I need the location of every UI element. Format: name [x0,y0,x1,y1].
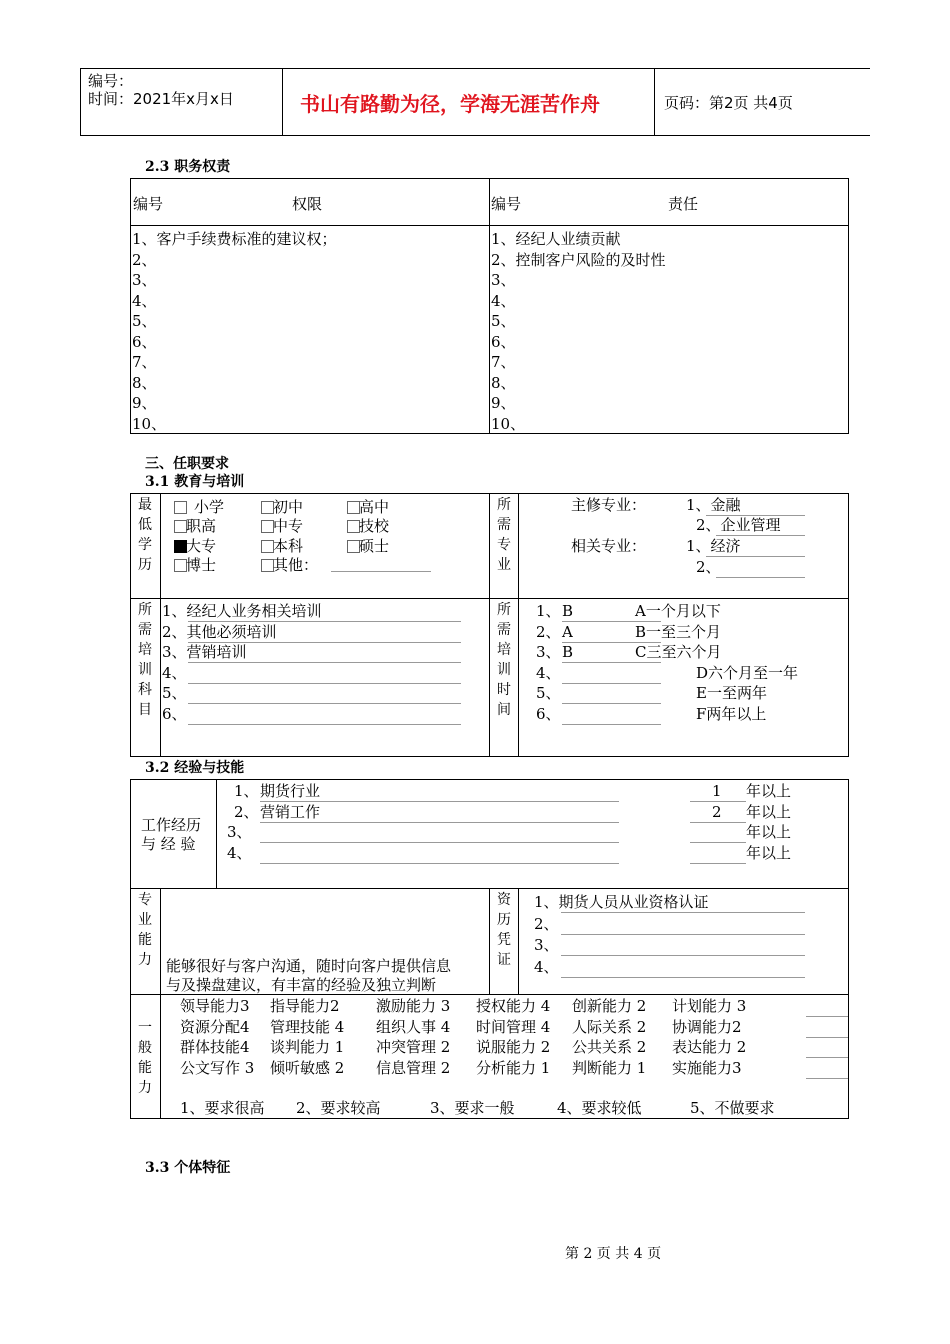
date-label: 时间：2021年x月x日 [88,90,234,108]
responsibility-row: 3、 [491,271,516,289]
vertical-label-char: 能 [138,1060,152,1076]
credential-item: 4、 [534,957,559,976]
education-option-label: 博士 [186,556,217,574]
col-header-responsibility: 责任 [668,195,699,213]
section-title-3-2: 3.2 经验与技能 [145,760,245,776]
vertical-label-char: 历 [497,912,511,928]
related-major-2: 2、 [696,558,721,576]
vertical-label-char: 所 [138,602,152,618]
training-subject-underline [188,724,461,725]
vertical-label-char: 培 [497,642,511,658]
training-time-option: A一个月以下 [635,602,721,620]
ability-item: 公文写作 3 [180,1058,255,1077]
general-ability-label [136,1018,154,1098]
doc-number-label: 编号： [88,72,134,90]
related-major-1: 1、经济 [686,537,741,555]
training-subject-underline [188,683,461,684]
ability-item: 指导能力2 [270,997,340,1015]
ability-item: 资源分配4 [180,1017,250,1036]
authority-row: 4、 [132,291,157,310]
training-subject: 2、其他必须培训 [162,622,277,641]
vertical-label-char: 目 [138,702,152,718]
training-time-value: B [562,643,574,661]
training-time-number: 5、 [536,684,561,702]
responsibility-row: 9、 [491,394,516,412]
training-subject-underline [188,703,461,704]
education-option-label: 小学 [194,498,225,516]
required-major-label [495,495,513,575]
training-subject: 4、 [162,663,187,682]
credential-item: 3、 [534,936,559,954]
credential-underline [561,977,805,978]
main-major-1: 1、金融 [686,496,741,514]
training-time-value: A [562,622,573,641]
responsibility-row: 7、 [491,353,516,371]
section-title-3-3: 3.3 个体特征 [145,1160,231,1176]
work-item-years: 2 [712,802,722,821]
ability-row-underline [806,1078,848,1079]
credentials-label [495,890,513,970]
training-time-number: 4、 [536,663,561,682]
vertical-label-char: 力 [138,1080,152,1096]
vertical-label-char: 最 [138,497,152,513]
footer-page-number: 第 2 页 共 4 页 [565,1246,662,1262]
training-time-value: B [562,602,574,620]
training-subject: 3、营销培训 [162,643,247,661]
work-item-text: 期货行业 [260,782,321,800]
work-experience-label-1: 工作经历 [141,816,202,834]
vertical-label-char: 间 [497,702,511,718]
education-option-label: 职高 [186,517,217,535]
work-item-number: 1、 [234,782,259,800]
min-education-label [136,495,154,575]
authority-row: 5、 [132,312,157,330]
vertical-label-char: 业 [497,557,511,573]
training-subject: 6、 [162,704,187,723]
vertical-label-char: 般 [138,1040,152,1056]
authority-row: 6、 [132,332,157,351]
education-option-label: 大专 [186,537,217,555]
work-item-number: 2、 [234,802,259,821]
ability-item: 授权能力 4 [476,997,551,1015]
vertical-label-char: 业 [138,912,152,928]
vertical-label-char: 专 [138,892,152,908]
authority-row: 8、 [132,373,157,392]
vertical-label-char: 历 [138,557,152,573]
vertical-label-char: 所 [497,602,511,618]
training-time-option: B一至三个月 [635,622,722,641]
ability-item: 倾听敏感 2 [270,1058,345,1077]
vertical-label-char: 培 [138,642,152,658]
section-title-3-1: 3.1 教育与培训 [145,474,245,490]
authority-row: 7、 [132,353,157,371]
vertical-label-char: 时 [497,682,511,698]
col-header-no-left: 编号 [133,195,164,213]
vertical-label-char: 凭 [497,932,511,948]
responsibility-row: 4、 [491,291,516,310]
work-years-underline [690,822,746,823]
responsibility-row: 6、 [491,332,516,351]
work-item-number: 4、 [227,843,252,862]
ability-item: 判断能力 1 [572,1058,647,1077]
ability-item: 计划能力 3 [672,997,747,1015]
vertical-label-char: 能 [138,932,152,948]
credential-item: 1、期货人员从业资格认证 [534,893,709,911]
work-years-underline [690,842,746,843]
credential-underline [561,934,805,935]
ability-item: 时间管理 4 [476,1017,551,1036]
col-header-authority: 权限 [292,195,323,213]
education-option-label: 其他： [273,556,319,574]
responsibility-row: 5、 [491,312,516,330]
professional-ability-text-2: 与及操盘建议，有丰富的经验及独立判断 [166,976,437,994]
authority-row: 9、 [132,394,157,412]
ability-row-underline [806,1016,848,1017]
section-title-2-3: 2.3 职务权责 [145,159,231,175]
work-item-underline [260,842,619,843]
work-item-unit: 年以上 [746,782,792,800]
training-time-underline [562,724,661,725]
ability-item: 表达能力 2 [672,1038,747,1056]
ability-item: 群体技能4 [180,1038,250,1056]
vertical-label-char: 低 [138,517,152,533]
main-major-2: 2、企业管理 [696,516,781,534]
training-subject-underline [188,662,461,663]
training-time-number: 3、 [536,643,561,661]
work-item-unit: 年以上 [746,823,792,841]
work-years-underline [690,863,746,864]
ability-item: 领导能力3 [180,997,250,1015]
responsibility-row: 10、 [491,414,526,433]
authority-row: 1、客户手续费标准的建议权； [132,230,337,248]
ability-item: 激励能力 3 [376,997,451,1015]
vertical-label-char: 需 [138,622,152,638]
vertical-label-char: 资 [497,892,511,908]
ability-row-underline [806,1037,848,1038]
ability-item: 实施能力3 [672,1058,742,1077]
ability-item: 分析能力 1 [476,1058,551,1077]
vertical-label-char: 科 [138,682,152,698]
work-item-unit: 年以上 [746,843,792,862]
credential-item: 2、 [534,914,559,933]
ability-item: 公共关系 2 [572,1038,647,1056]
ability-item: 组织人事 4 [376,1017,451,1036]
ability-item: 冲突管理 2 [376,1038,451,1056]
legend-item: 5、不做要求 [690,1099,775,1117]
legend-item: 4、要求较低 [557,1099,642,1117]
ability-item: 信息管理 2 [376,1058,451,1077]
page-indicator: 页码：第2页 共4页 [664,94,793,112]
training-time-number: 2、 [536,622,561,641]
training-subject: 5、 [162,684,187,702]
authority-row: 3、 [132,271,157,289]
ability-row-underline [806,1057,848,1058]
credential-underline [561,955,805,956]
vertical-label-char: 需 [497,622,511,638]
credential-underline [561,912,805,913]
vertical-label-char: 学 [138,537,152,553]
legend-item: 1、要求很高 [180,1099,265,1117]
responsibility-row: 8、 [491,373,516,392]
work-item-text: 营销工作 [260,802,321,821]
work-item-unit: 年以上 [746,802,792,821]
main-major-label: 主修专业： [571,496,647,514]
vertical-label-char: 一 [138,1020,152,1036]
ability-item: 管理技能 4 [270,1017,345,1036]
work-item-underline [260,822,619,823]
education-option-label: 技校 [359,517,390,535]
responsibility-row: 2、控制客户风险的及时性 [491,250,666,269]
work-item-years: 1 [712,782,722,800]
education-option-label: 本科 [273,537,304,555]
training-time-option: E一至两年 [696,684,767,702]
authority-row: 2、 [132,250,157,269]
vertical-label-char: 需 [497,517,511,533]
legend-item: 3、要求一般 [430,1099,515,1117]
vertical-label-char: 训 [138,662,152,678]
work-item-number: 3、 [227,823,252,841]
ability-item: 协调能力2 [672,1017,742,1036]
vertical-label-char: 所 [497,497,511,513]
col-header-no-right: 编号 [491,195,522,213]
vertical-label-char: 专 [497,537,511,553]
training-time-option: D六个月至一年 [696,663,799,682]
authority-row: 10、 [132,414,167,433]
education-option-label: 初中 [273,498,304,516]
ability-item: 创新能力 2 [572,997,647,1015]
related-major-label: 相关专业： [571,537,647,555]
professional-ability-text-1: 能够很好与客户沟通，随时向客户提供信息 [166,957,452,975]
training-subject: 1、经纪人业务相关培训 [162,602,322,620]
training-time-option: C三至六个月 [635,643,722,661]
ability-item: 说服能力 2 [476,1038,551,1056]
section-title-3: 三、任职要求 [145,456,229,472]
training-time-underline [562,683,661,684]
professional-ability-label [136,890,154,970]
training-time-option: F两年以上 [696,704,767,723]
education-checkbox-1[interactable] [174,501,187,514]
training-time-number: 6、 [536,704,561,723]
training-subjects-label [136,600,154,720]
ability-item: 谈判能力 1 [270,1038,345,1056]
education-option-label: 高中 [359,498,390,516]
ability-item: 人际关系 2 [572,1017,647,1036]
work-experience-label-2: 与 经 验 [141,835,196,853]
training-time-number: 1、 [536,602,561,620]
training-time-label [495,600,513,720]
vertical-label-char: 证 [497,952,511,968]
motto: 书山有路勤为径，学海无涯苦作舟 [300,92,600,116]
training-time-underline [562,703,661,704]
legend-item: 2、要求较高 [296,1099,381,1117]
vertical-label-char: 训 [497,662,511,678]
education-option-label: 中专 [273,517,304,535]
vertical-label-char: 力 [138,952,152,968]
training-time-underline [562,662,661,663]
work-item-underline [260,863,619,864]
education-option-label: 硕士 [359,537,390,555]
responsibility-row: 1、经纪人业绩贡献 [491,230,621,248]
